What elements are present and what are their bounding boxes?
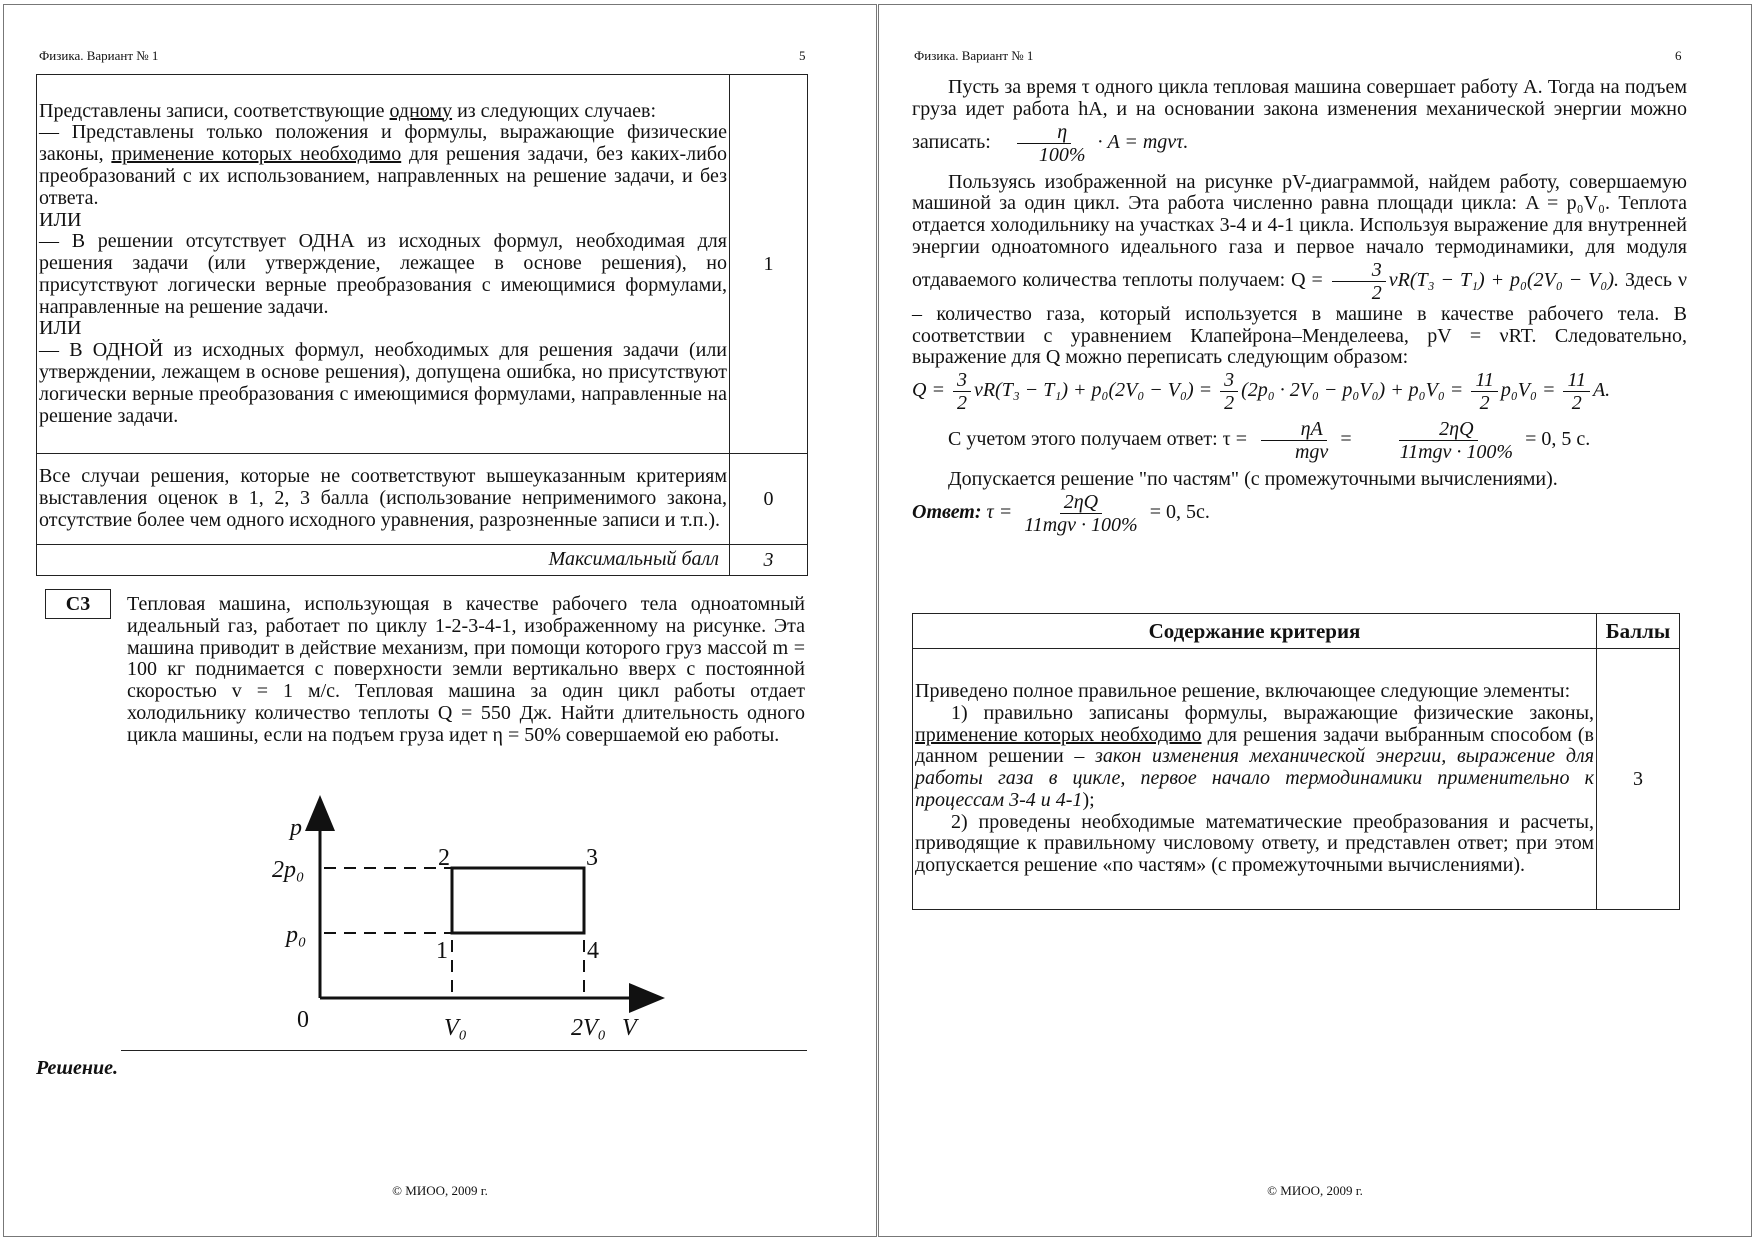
numerator: 11 xyxy=(1563,369,1590,392)
numerator: η xyxy=(1017,121,1071,144)
table-row xyxy=(913,649,1680,910)
paragraph: Допускается решение "по частям" (с промежуточными вычислениями). xyxy=(948,468,1558,491)
text: Представлены записи, соответствующие xyxy=(39,99,390,122)
denominator: 2 xyxy=(1224,392,1235,415)
grading-table xyxy=(912,613,1680,910)
formula: · A = mgvτ. xyxy=(1092,130,1189,153)
denominator: 2 xyxy=(956,392,967,415)
numerator: 2ηQ xyxy=(1060,491,1102,514)
formula: A. xyxy=(1592,379,1611,402)
formula: Q = xyxy=(912,379,950,402)
text: ); xyxy=(1082,788,1095,811)
text: для решения задачи, без каких-либо преобразований с их использованием, направленных на решение задачи, и без ответа. xyxy=(39,143,727,209)
origin-label: 0 xyxy=(297,1007,309,1033)
point-4-label: 4 xyxy=(587,938,599,964)
formula: = 0, 5с. xyxy=(1144,501,1210,524)
numerator: 11 xyxy=(1471,369,1498,392)
formula: = xyxy=(1335,428,1357,451)
2p0-label: 2p₀ xyxy=(272,857,305,883)
solution-label: Решение. xyxy=(36,1057,119,1079)
text: С учетом этого получаем ответ: τ = xyxy=(948,428,1252,451)
formula: νR(T₃ − T₁) + p₀(2V₀ − V₀) = xyxy=(973,379,1218,402)
case-text: — В решении отсутствует ОДНА из исходных формул, необходимая для решения задачи (или утверждение, лежащее в основе решения), но присутствуют логически верные преобразования с имеющимися формулами, направленные на решение задачи. xyxy=(39,230,727,318)
underlined-text: применение которых необходимо xyxy=(915,723,1202,746)
fraction xyxy=(1220,369,1238,414)
fraction xyxy=(1255,418,1332,463)
formula: = 0, 5 с. xyxy=(1520,428,1591,451)
fraction xyxy=(1360,418,1518,463)
paragraph xyxy=(912,77,1687,166)
cycle-rectangle xyxy=(452,868,584,933)
column-header: Баллы xyxy=(1597,614,1680,649)
fraction xyxy=(1471,369,1498,414)
fraction xyxy=(953,369,971,414)
v-label: V xyxy=(622,1015,637,1041)
text: для решения задачи выбранным способом (в данном решении – xyxy=(915,723,1594,768)
numerator: 3 xyxy=(953,369,971,392)
fraction xyxy=(1563,369,1590,414)
denominator: 2 xyxy=(1371,281,1382,304)
denominator: mgv xyxy=(1294,441,1329,464)
score-cell: 3 xyxy=(1597,649,1680,910)
or-label: ИЛИ xyxy=(39,208,82,231)
page-number: 6 xyxy=(1675,48,1682,63)
left-page xyxy=(3,4,877,1237)
underlined-text: одному xyxy=(389,99,453,122)
2v0-label: 2V₀ xyxy=(571,1015,607,1041)
formula: τ = xyxy=(981,501,1018,524)
text: Решение xyxy=(36,1057,114,1079)
formula: p₀V₀ = xyxy=(1500,379,1561,402)
formula: νR(T₃ − T₁) + p₀(2V₀ − V₀). xyxy=(1388,268,1620,291)
criteria-cell: Все случаи решения, которые не соответствуют вышеуказанным критериям выставления оценок в 1, 2, 3 балла (использование неприменимого закона, отсутствие более чем одного исходного уравнения, разрозненные записи и т.п.). xyxy=(37,454,730,545)
column-header: Содержание критерия xyxy=(913,614,1597,649)
page-number: 5 xyxy=(799,48,806,63)
paragraph xyxy=(912,172,1687,370)
text: 1) правильно записаны формулы, выражающие физические законы, xyxy=(951,701,1594,724)
footer: © МИОО, 2009 г. xyxy=(392,1183,488,1198)
right-page xyxy=(878,4,1752,1237)
fraction xyxy=(1332,259,1386,304)
score-cell: 1 xyxy=(730,75,808,454)
answer xyxy=(912,491,1687,536)
denominator: 11mgv · 100% xyxy=(1399,441,1514,464)
solution-body xyxy=(912,77,1687,536)
divider xyxy=(121,1050,807,1051)
footer: © МИОО, 2009 г. xyxy=(1267,1183,1363,1198)
numerator: ηA xyxy=(1261,418,1327,441)
point-2-label: 2 xyxy=(438,845,450,871)
pv-diagram xyxy=(4,5,876,1105)
point-3-label: 3 xyxy=(586,845,598,871)
p-label: p xyxy=(290,815,302,841)
task-code: С3 xyxy=(45,589,111,619)
case-text: — В ОДНОЙ из исходных формул, необходимых для решения задачи (или утверждении, лежащем в основе решения), допущена ошибка, но присутствуют логически верные преобразования с имеющимися формулами, направленные на решение задачи. xyxy=(39,339,727,427)
numerator: 2ηQ xyxy=(1399,418,1477,441)
text: Здесь ν – количество газа, который используется в машине в качестве рабочего тела. В соответствии с уравнением Клапейрона–Менделеева, pV = νRT. Следовательно, выражение для Q можно переписать следующим образом: xyxy=(912,268,1688,369)
max-score-label: Максимальный балл xyxy=(37,545,730,576)
or-label: ИЛИ xyxy=(39,317,82,340)
text: из следующих случаев: xyxy=(452,99,657,122)
text: Приведено полное правильное решение, включающее следующие элементы: xyxy=(915,679,1571,702)
v0-label: V₀ xyxy=(444,1015,468,1041)
text: Пользуясь изображенной на рисунке pV-диаграммой, найдем работу, совершаемую машиной за один цикл. Эта работа численно равна площади цикла: A = p₀V₀. Теплота отдается холодильнику на участках 3-4 и 4-1 цикла. Используя выражение для внутренней энергии одноатомного идеального газа и первое начало термодинамики, для модуля отдаваемого количества теплоты получаем: Q = xyxy=(912,170,1687,291)
underlined-text: применение которых необходимо xyxy=(111,143,402,166)
point-1-label: 1 xyxy=(436,938,448,964)
denominator: 11mgv · 100% xyxy=(1024,513,1138,536)
text: — Представлены только положения и формулы, выражающие физические законы, xyxy=(39,121,727,166)
italic-text: закон изменения механической энергии, выражение для работы газа в цикле, первое начало термодинамики применительно к процессам 3-4 и 4-1 xyxy=(915,745,1594,811)
paragraph xyxy=(912,418,1687,463)
page-header: Физика. Вариант № 1 xyxy=(914,48,1034,63)
formula: (2p₀ · 2V₀ − p₀V₀) + p₀V₀ = xyxy=(1241,379,1469,402)
denominator: 2 xyxy=(1479,392,1490,415)
score-cell: 3 xyxy=(730,545,808,576)
criteria-cell xyxy=(913,649,1597,910)
denominator: 2 xyxy=(1571,392,1582,415)
equation xyxy=(912,369,1687,414)
page-header: Физика. Вариант № 1 xyxy=(39,48,159,63)
fraction xyxy=(999,121,1090,166)
text: 2) проведены необходимые математические преобразования и расчеты, приводящие к правильному числовому ответу, и представлен ответ; при этом допускается решение «по частям» (с промежуточными вычислениями). xyxy=(915,810,1594,877)
p0-label: p₀ xyxy=(286,922,307,948)
score-cell: 0 xyxy=(730,454,808,545)
text: Пусть за время τ одного цикла тепловая машина совершает работу A. Тогда на подъем груза идет работа hA, и на основании закона изменения механической энергии можно записать: xyxy=(912,76,1687,153)
answer-label: Ответ: xyxy=(912,501,982,524)
denominator: 100% xyxy=(1038,143,1086,166)
numerator: 3 xyxy=(1220,369,1238,392)
numerator: 3 xyxy=(1332,259,1386,282)
fraction xyxy=(1020,491,1142,536)
task-text: Тепловая машина, использующая в качестве рабочего тела одноатомный идеальный газ, работает по циклу 1-2-3-4-1, изображенному на рисунке. Эта машина приводит в действие механизм, при помощи которого груз массой m = 100 кг поднимается с поверхности земли вертикально вверх с постоянной скоростью v = 1 м/с. Тепловая машина за один цикл работы отдает холодильнику количество теплоты Q = 550 Дж. Найти длительность одного цикла машины, если на подъем груза идет η = 50% совершаемой ею работы. xyxy=(127,593,805,746)
table-header-row xyxy=(913,614,1680,649)
